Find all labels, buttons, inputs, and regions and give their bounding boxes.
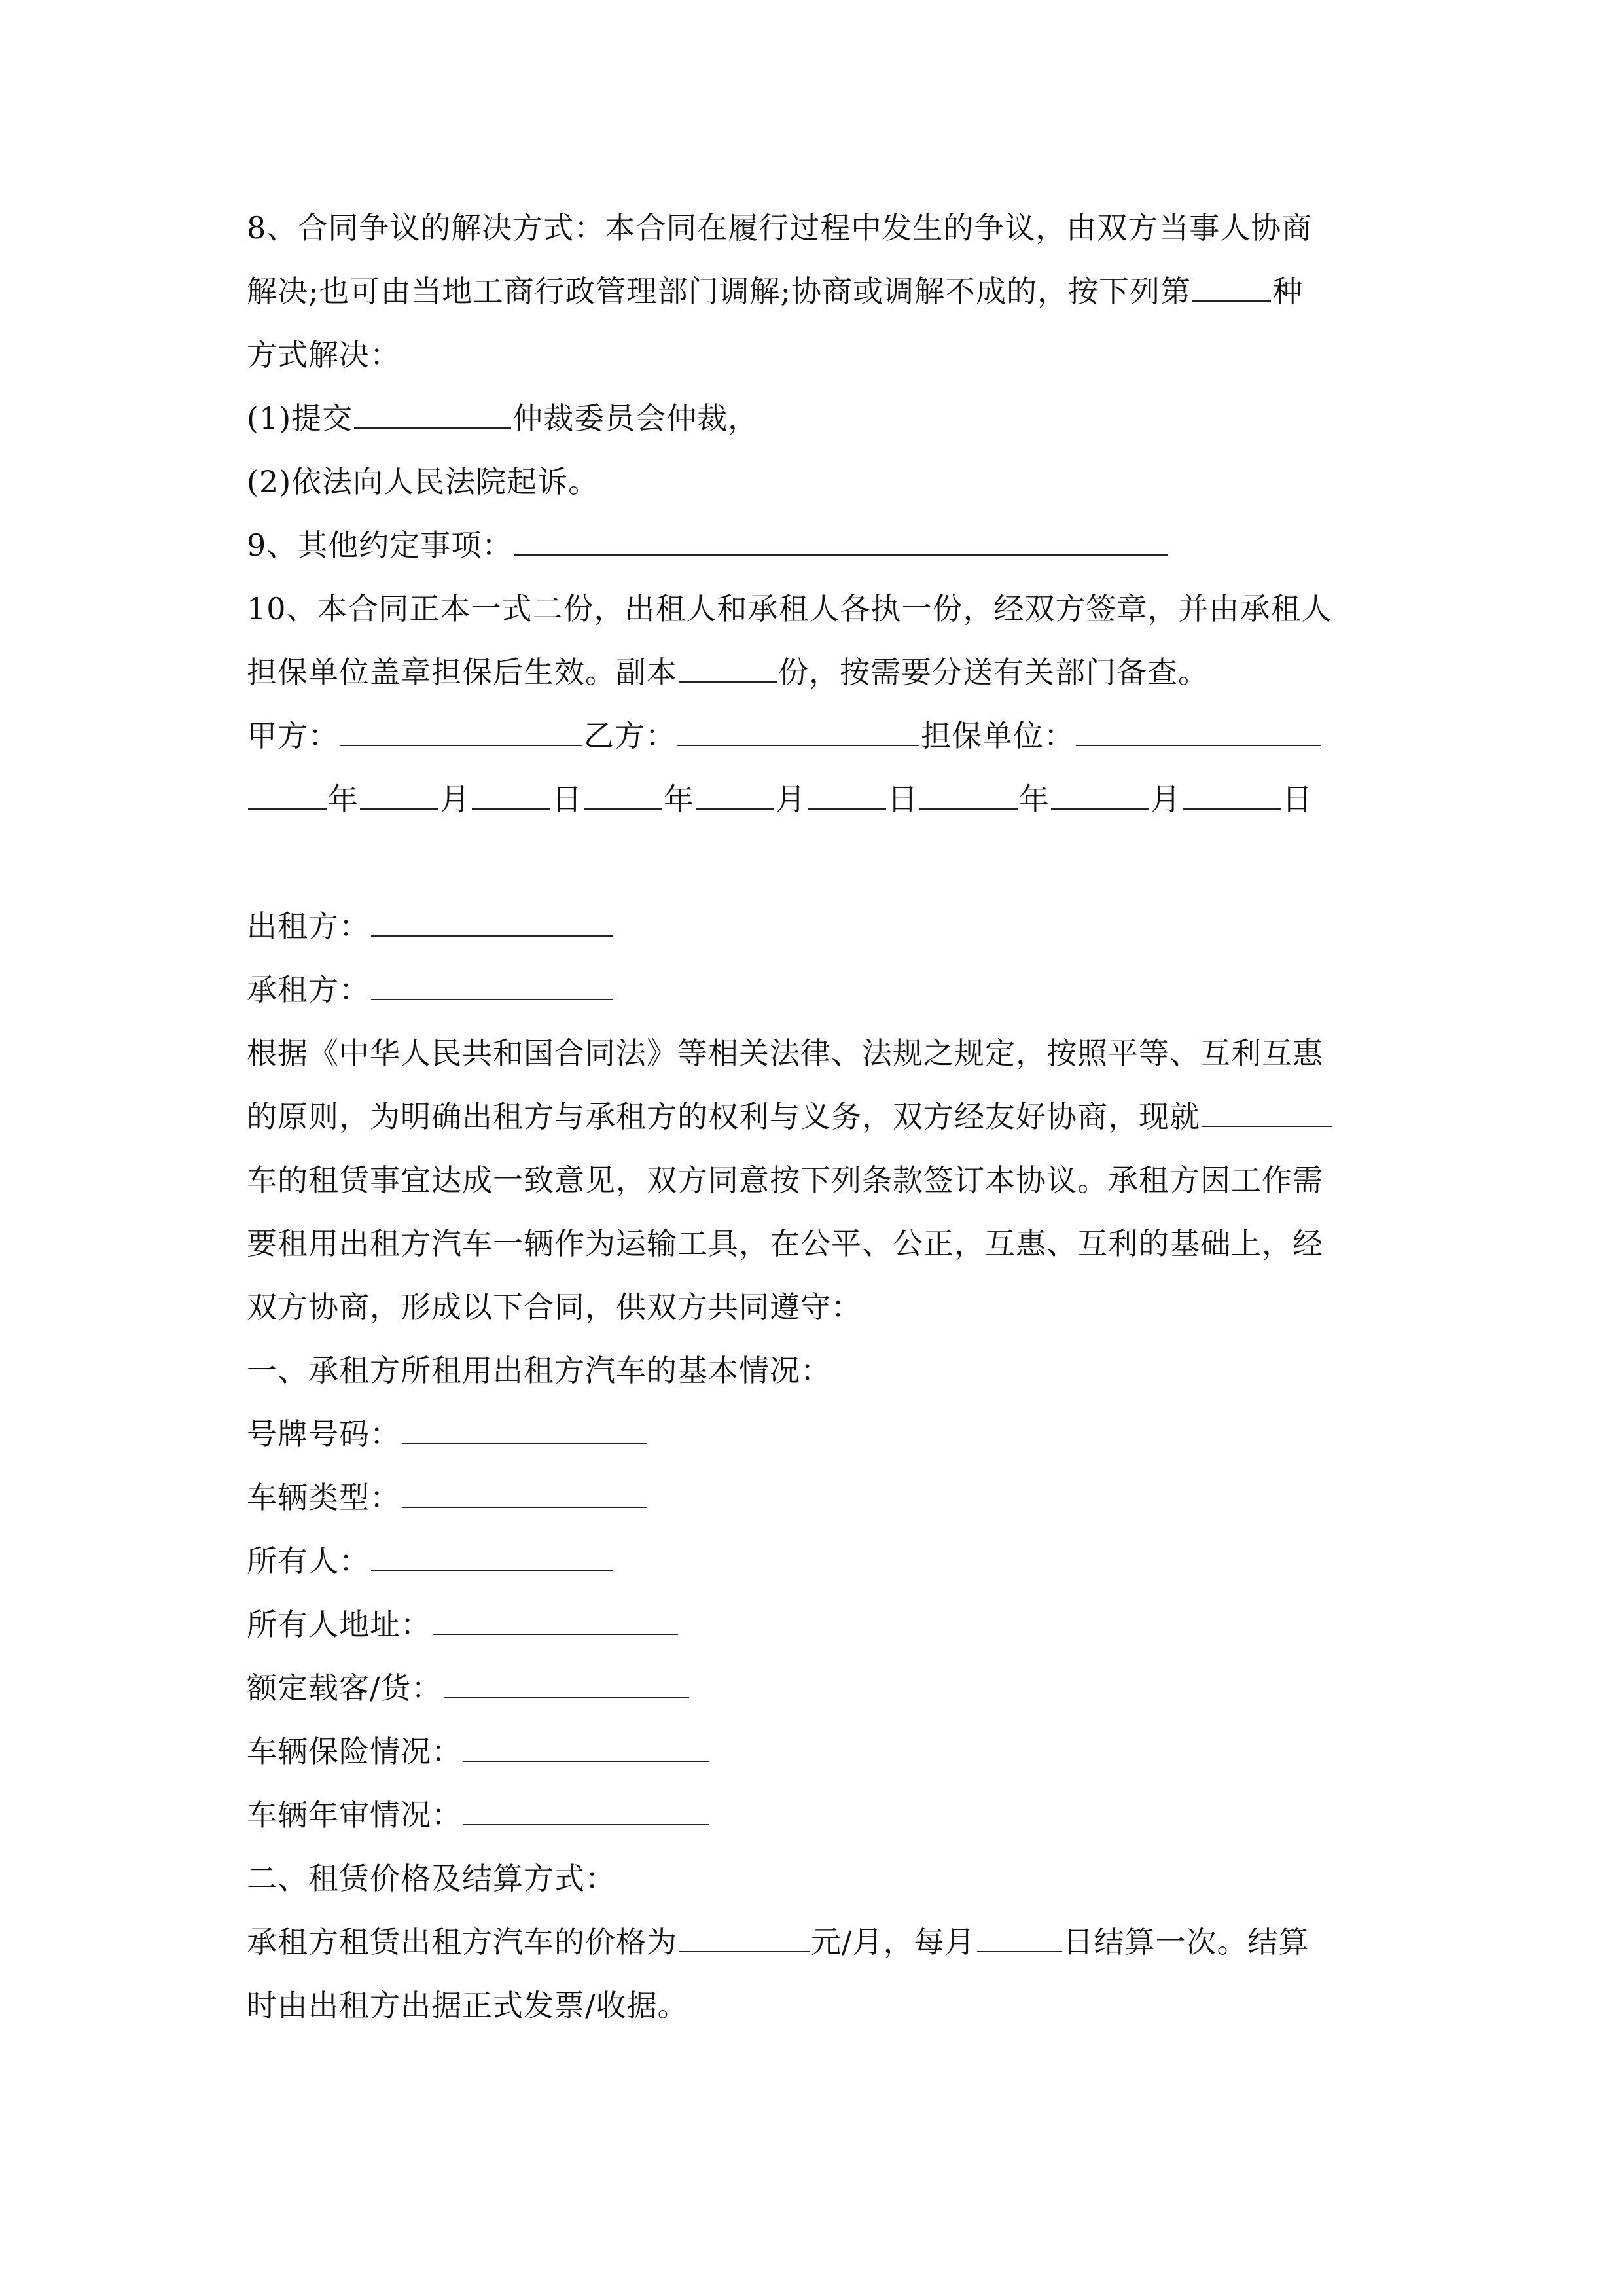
date-2-day-label: 日 xyxy=(887,781,918,817)
section-1-title: 一、承租方所租用出租方汽车的基本情况： xyxy=(247,1353,831,1388)
lessee-name-blank[interactable] xyxy=(371,970,613,1000)
other-terms-blank[interactable] xyxy=(514,526,1168,556)
signature-row xyxy=(247,704,1379,768)
option-1-suffix: 仲裁委员会仲裁， xyxy=(512,401,759,436)
party-b-signature-blank[interactable] xyxy=(677,716,919,746)
party-a-signature-blank[interactable] xyxy=(340,716,582,746)
clause-8-option-2: (2)依法向人民法院起诉。 xyxy=(247,464,599,499)
owner-label: 所有人： xyxy=(247,1543,370,1579)
date-3-day-blank[interactable] xyxy=(1183,780,1281,810)
date-2-day-blank[interactable] xyxy=(808,780,886,810)
owner-address-label: 所有人地址： xyxy=(247,1607,431,1642)
inspection-blank[interactable] xyxy=(463,1795,709,1825)
party-b-label: 乙方： xyxy=(584,718,676,753)
capacity-label: 额定载客/货： xyxy=(247,1670,442,1706)
clause-9 xyxy=(247,514,1379,577)
date-1-year-blank[interactable] xyxy=(248,780,327,810)
vehicle-type-label: 车辆类型： xyxy=(247,1480,401,1515)
section-2-line-2: 时由出租方出据正式发票/收据。 xyxy=(247,1988,688,2023)
price-prefix: 承租方租赁出租方汽车的价格为 xyxy=(247,1924,677,1960)
clause-8-option-1 xyxy=(247,387,1379,450)
signature-dates-row xyxy=(247,768,1379,831)
price-suffix: 日结算一次。结算 xyxy=(1063,1924,1310,1960)
option-1-prefix: (1)提交 xyxy=(247,401,353,436)
plate-number-row xyxy=(247,1403,1379,1466)
lessee-row xyxy=(247,958,1379,1022)
vehicle-type-row xyxy=(247,1466,1379,1530)
capacity-blank[interactable] xyxy=(444,1668,689,1698)
section-2-title: 二、租赁价格及结算方式： xyxy=(247,1861,616,1896)
owner-blank[interactable] xyxy=(371,1541,613,1571)
preamble-line-4: 要租用出租方汽车一辆作为运输工具，在公平、公正，互惠、互利的基础上，经 xyxy=(247,1226,1323,1261)
copies-count-blank[interactable] xyxy=(679,653,777,683)
preamble-line-5: 双方协商，形成以下合同，供双方共同遵守： xyxy=(247,1289,862,1325)
capacity-row xyxy=(247,1657,1379,1720)
dispute-option-number-blank[interactable] xyxy=(1192,272,1271,302)
plate-number-blank[interactable] xyxy=(402,1414,647,1444)
lessee-label: 承租方： xyxy=(247,972,370,1007)
owner-row xyxy=(247,1530,1379,1593)
preamble-line-1: 根据《中华人民共和国合同法》等相关法律、法规之规定，按照平等、互利互惠 xyxy=(247,1035,1323,1071)
party-a-label: 甲方： xyxy=(247,718,339,753)
contract-body xyxy=(247,196,1379,2037)
clause-8-line-2-suffix: 种 xyxy=(1272,274,1303,309)
preamble-line-2 xyxy=(247,1085,1379,1149)
insurance-label: 车辆保险情况： xyxy=(247,1734,462,1769)
date-1-day-label: 日 xyxy=(552,781,582,817)
preamble-line-3: 车的租赁事宜达成一致意见，双方同意按下列条款签订本协议。承租方因工作需 xyxy=(247,1162,1323,1198)
preamble-line-2-text: 的原则，为明确出租方与承租方的权利与义务，双方经友好协商，现就 xyxy=(247,1099,1200,1134)
clause-10-line-2-prefix: 担保单位盖章担保后生效。副本 xyxy=(247,655,677,690)
vehicle-type-blank[interactable] xyxy=(402,1478,647,1508)
vehicle-description-blank[interactable] xyxy=(1202,1097,1332,1127)
section-2-line-1 xyxy=(247,1910,1379,1974)
inspection-row xyxy=(247,1784,1379,1847)
lessor-name-blank[interactable] xyxy=(371,906,613,937)
date-2-month-blank[interactable] xyxy=(696,780,774,810)
date-3-month-label: 月 xyxy=(1150,781,1181,817)
insurance-row xyxy=(247,1720,1379,1784)
date-2-month-label: 月 xyxy=(776,781,806,817)
date-1-year-label: 年 xyxy=(328,781,359,817)
clause-8-line-1: 8、合同争议的解决方式：本合同在履行过程中发生的争议，由双方当事人协商 xyxy=(247,210,1313,245)
date-3-year-blank[interactable] xyxy=(919,780,1018,810)
arbitration-committee-blank[interactable] xyxy=(354,399,511,429)
date-1-day-blank[interactable] xyxy=(472,780,550,810)
date-1-month-label: 月 xyxy=(440,781,471,817)
guarantor-label: 担保单位： xyxy=(921,718,1075,753)
owner-address-row xyxy=(247,1593,1379,1657)
clause-10-line-1: 10、本合同正本一式二份，出租人和承租人各执一份，经双方签章，并由承租人 xyxy=(247,591,1332,626)
clause-10-line-2-suffix: 份，按需要分送有关部门备查。 xyxy=(778,655,1209,690)
date-2-year-label: 年 xyxy=(664,781,694,817)
date-3-month-blank[interactable] xyxy=(1051,780,1149,810)
clause-9-label: 9、其他约定事项： xyxy=(247,528,513,563)
clause-8-line-2 xyxy=(247,260,1379,323)
date-3-day-label: 日 xyxy=(1282,781,1313,817)
guarantor-signature-blank[interactable] xyxy=(1076,716,1321,746)
clause-8-line-2-text: 解决;也可由当地工商行政管理部门调解;协商或调解不成的，按下列第 xyxy=(247,274,1191,309)
settlement-day-blank[interactable] xyxy=(977,1922,1062,1952)
date-2-year-blank[interactable] xyxy=(584,780,662,810)
owner-address-blank[interactable] xyxy=(433,1605,678,1635)
lessor-row xyxy=(247,895,1379,958)
inspection-label: 车辆年审情况： xyxy=(247,1797,462,1833)
price-middle: 元/月，每月 xyxy=(811,1924,976,1960)
date-1-month-blank[interactable] xyxy=(360,780,438,810)
clause-10-line-2 xyxy=(247,641,1379,704)
clause-8-line-3: 方式解决： xyxy=(247,337,401,372)
monthly-price-blank[interactable] xyxy=(679,1922,810,1952)
section-gap xyxy=(247,831,1379,895)
lessor-label: 出租方： xyxy=(247,908,370,944)
insurance-blank[interactable] xyxy=(463,1732,709,1762)
plate-number-label: 号牌号码： xyxy=(247,1416,401,1452)
date-3-year-label: 年 xyxy=(1019,781,1050,817)
